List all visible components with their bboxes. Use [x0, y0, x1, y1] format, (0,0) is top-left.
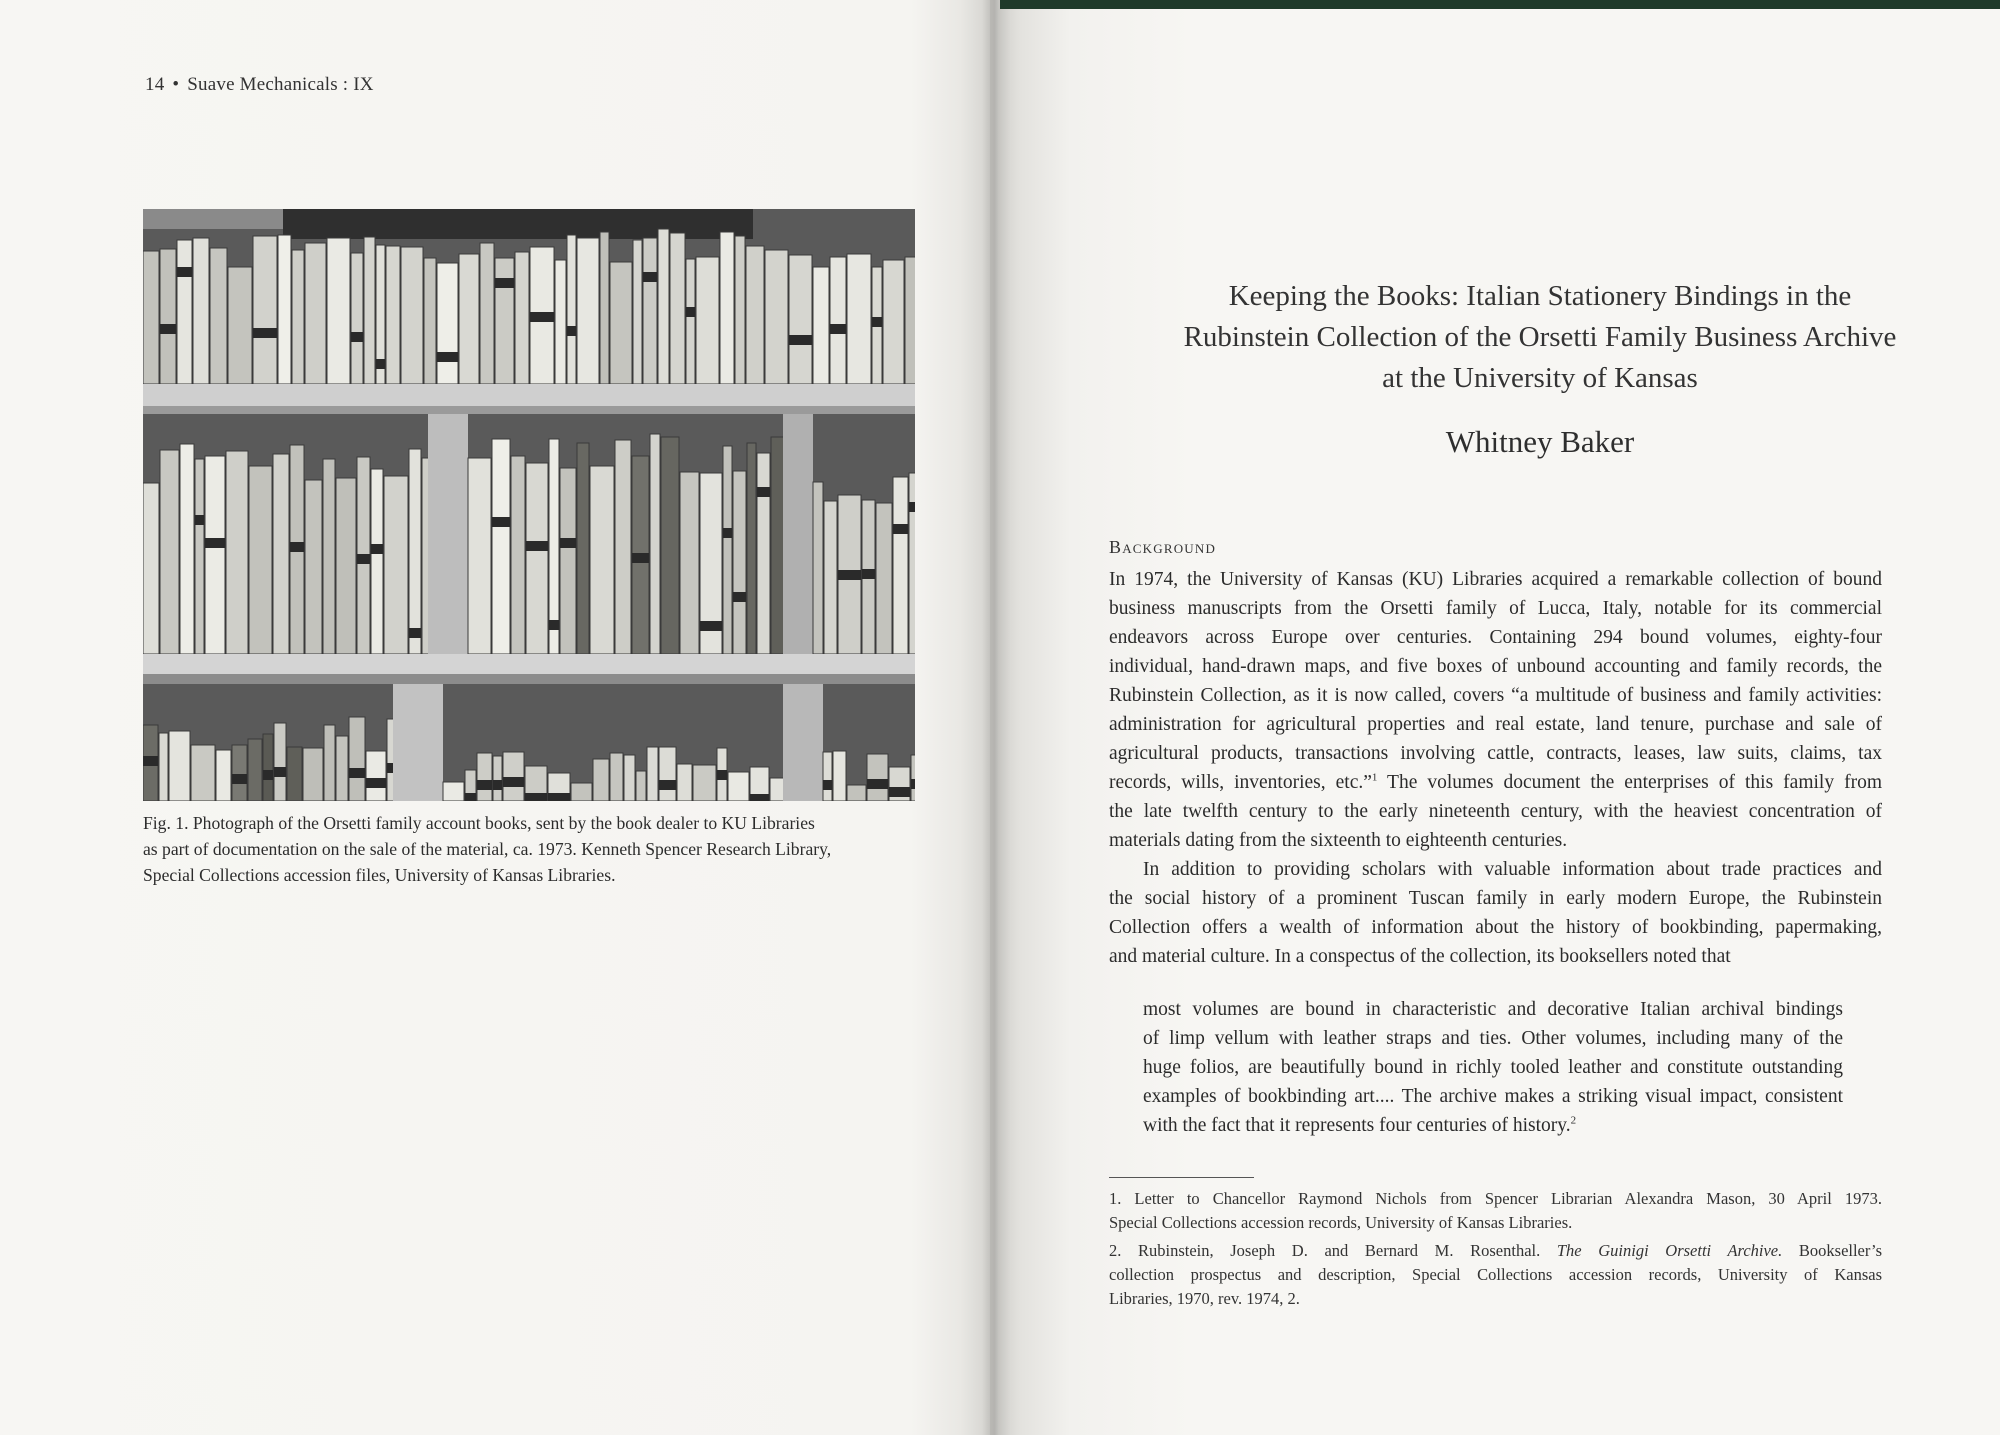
photo-book-spine	[593, 759, 609, 801]
footnote-2-line: collection prospectus and description, Special Collections accession records, University of Kansas	[1109, 1265, 1882, 1284]
photo-book-spine	[336, 736, 348, 801]
footnote-reference-1[interactable]: 1	[1371, 771, 1378, 784]
photo-book-strap	[830, 324, 846, 334]
photo-book-strap	[349, 768, 365, 778]
body-line: administration for agricultural properties and real estate, land tenure, purchase and sale of	[1109, 714, 1882, 735]
quote-line-text: with the fact that it represents four centuries of history.	[1143, 1115, 1571, 1136]
photo-book-spine	[210, 248, 227, 384]
gutter-shadow	[982, 0, 1010, 1435]
body-line: endeavors across Europe over centuries. Containing 294 bound volumes, eighty-four	[1109, 627, 1882, 648]
body-line: Collection offers a wealth of information about the history of bookbinding, papermaking,	[1109, 917, 1882, 938]
photo-book-strap	[717, 770, 727, 780]
photo-book-strap	[548, 793, 570, 801]
photo-book-spine	[771, 437, 785, 654]
photo-book-spine	[833, 751, 846, 801]
photo-shelf-upright	[783, 684, 823, 801]
quote-line: most volumes are bound in characteristic and decorative Italian archival bindings	[1143, 999, 1843, 1020]
body-line: business manuscripts from the Orsetti family of Lucca, Italy, notable for its commercial	[1109, 598, 1882, 619]
footnote-1-line: 1. Letter to Chancellor Raymond Nichols from Spencer Librarian Alexandra Mason, 30 April 1973.	[1109, 1189, 1882, 1208]
body-line: In 1974, the University of Kansas (KU) Libraries acquired a remarkable collection of bound	[1109, 569, 1882, 590]
body-line-text: The volumes document the enterprises of this family from	[1377, 772, 1882, 793]
photo-book-spine	[876, 503, 892, 654]
photo-book-strap	[492, 517, 510, 527]
photo-book-strap	[867, 779, 888, 789]
photo-book-spine	[633, 240, 642, 384]
photo-book-spine	[577, 238, 599, 384]
photo-book-spine	[336, 478, 356, 654]
body-line: the late twelfth century to the early nineteenth century, with the heaviest concentration of	[1109, 801, 1882, 822]
photo-book-spine	[253, 236, 277, 384]
title-line: Rubinstein Collection of the Orsetti Family Business Archive	[1183, 321, 1897, 353]
photo-book-spine	[560, 468, 576, 654]
photo-book-spine	[263, 734, 273, 801]
photo-book-spine	[830, 257, 846, 384]
photo-book-strap	[409, 628, 421, 638]
photo-book-spine	[159, 733, 168, 801]
photo-book-spine	[847, 785, 866, 801]
photo-book-strap	[733, 592, 746, 602]
photo-book-strap	[838, 570, 861, 580]
photo-book-strap	[549, 620, 559, 630]
section-heading: Background	[1109, 537, 1217, 557]
photo-book-spine	[659, 747, 676, 801]
photo-book-spine	[305, 480, 322, 654]
photo-book-spine	[610, 753, 623, 801]
photo-book-strap	[530, 312, 554, 322]
photo-book-spine	[600, 232, 609, 384]
photo-wall	[143, 209, 283, 229]
photo-book-spine	[624, 755, 635, 801]
photo-book-strap	[371, 544, 383, 554]
photo-book-strap	[872, 317, 882, 327]
photo-book-spine	[205, 456, 225, 654]
title-line: Keeping the Books: Italian Stationery Bindings in the	[1228, 280, 1852, 312]
photo-book-strap	[366, 778, 386, 788]
photo-book-spine	[883, 260, 904, 384]
photo-book-spine	[813, 482, 823, 654]
photo-book-spine	[728, 772, 749, 801]
photo-book-strap	[700, 621, 722, 631]
photo-book-spine	[567, 235, 576, 384]
quote-line: examples of bookbinding art.... The archive makes a striking visual impact, consistent	[1143, 1086, 1843, 1107]
page-number: 14	[145, 74, 165, 95]
photo-book-spine	[468, 458, 491, 654]
photo-book-spine	[327, 238, 350, 384]
photo-book-spine	[143, 483, 159, 654]
photo-book-strap	[495, 278, 514, 288]
photo-book-spine	[577, 443, 589, 654]
photo-book-spine	[371, 469, 383, 654]
footnote-rule	[1109, 1177, 1254, 1178]
photo-book-strap	[789, 335, 812, 345]
photo-book-spine	[615, 440, 631, 654]
body-line: Rubinstein Collection, as it is now called, covers “a multitude of business and family activities:	[1109, 685, 1882, 706]
article-author: Whitney Baker	[1445, 424, 1635, 459]
photo-book-spine	[733, 471, 746, 654]
photo-book-spine	[636, 771, 646, 801]
caption-line: Special Collections accession files, University of Kansas Libraries.	[143, 865, 616, 885]
photo-book-strap	[757, 487, 770, 497]
photo-book-spine	[160, 249, 176, 384]
photo-book-strap	[823, 780, 832, 790]
photo-book-spine	[686, 259, 695, 384]
photo-book-spine	[658, 229, 669, 384]
photo-book-spine	[610, 262, 632, 384]
photo-book-spine	[590, 466, 614, 654]
photo-book-spine	[847, 254, 871, 384]
journal-title: Suave Mechanicals : IX	[187, 74, 374, 95]
photo-book-spine	[409, 449, 421, 654]
photo-shelf-board	[143, 654, 915, 674]
photo-book-spine	[493, 756, 502, 801]
photo-book-strap	[911, 779, 915, 789]
caption-line: as part of documentation on the sale of the material, ca. 1973. Kenneth Spencer Research Library,	[143, 839, 832, 859]
running-head	[145, 74, 374, 96]
photo-shelf-upright	[428, 414, 468, 654]
photo-book-spine	[366, 751, 386, 801]
photo-book-spine	[180, 444, 194, 654]
photo-book-spine	[511, 456, 525, 654]
photo-book-spine	[228, 267, 252, 384]
body-line: the social history of a prominent Tuscan family in early modern Europe, the Rubinstein	[1109, 888, 1882, 909]
body-line: individual, hand-drawn maps, and five boxes of unbound accounting and family records, the	[1109, 656, 1882, 677]
photo-book-spine	[765, 250, 788, 384]
photo-book-spine	[424, 258, 436, 384]
photo-book-strap	[909, 502, 915, 512]
photo-book-strap	[686, 307, 695, 317]
photo-book-spine	[226, 451, 248, 654]
photo-book-strap	[567, 326, 576, 336]
photo-book-spine	[292, 250, 304, 384]
photo-shelf-upright	[783, 414, 813, 654]
photo-book-spine	[386, 246, 400, 384]
photo-book-spine	[351, 253, 363, 384]
photo-book-spine	[823, 752, 832, 801]
body-line: In addition to providing scholars with valuable information about trade practices and	[1143, 859, 1882, 880]
photo-book-spine	[680, 472, 699, 654]
body-line: agricultural products, transactions involving cattle, contracts, leases, law suits, claims, tax	[1109, 743, 1882, 764]
photo-book-spine	[757, 453, 770, 654]
photo-book-strap	[862, 569, 875, 579]
photo-shelf-edge	[143, 674, 915, 684]
photo-book-strap	[526, 541, 548, 551]
photo-book-spine	[324, 725, 335, 801]
photo-book-strap	[205, 538, 225, 548]
photo-book-spine	[248, 739, 262, 801]
quote-line: of limp vellum with leather straps and ties. Other volumes, including many of the	[1143, 1028, 1843, 1049]
photo-book-spine	[735, 236, 745, 384]
photo-book-spine	[495, 258, 514, 384]
photo-book-spine	[720, 232, 734, 384]
cover-edge	[1000, 0, 2000, 9]
photo-book-spine	[515, 252, 529, 384]
photo-book-spine	[571, 783, 592, 801]
photo-book-strap	[723, 528, 732, 538]
photo-book-spine	[677, 764, 692, 801]
figure-caption	[143, 810, 903, 888]
photo-book-strap	[357, 554, 370, 564]
photo-book-strap	[195, 515, 204, 525]
photo-book-spine	[249, 466, 272, 654]
photo-book-spine	[459, 254, 479, 384]
footnote-2-line: Libraries, 1970, rev. 1974, 2.	[1109, 1289, 1300, 1308]
photo-book-spine	[193, 238, 209, 384]
photo-book-spine	[303, 748, 323, 801]
photo-book-spine	[650, 434, 660, 654]
photo-book-spine	[893, 477, 908, 654]
photo-book-spine	[191, 745, 215, 801]
photo-book-spine	[443, 782, 464, 801]
photo-book-spine	[909, 473, 915, 654]
photo-book-spine	[177, 240, 192, 384]
photo-book-spine	[526, 463, 548, 654]
photo-book-spine	[503, 752, 524, 801]
photo-book-spine	[274, 723, 286, 801]
photo-book-strap	[493, 780, 502, 790]
photo-book-spine	[273, 454, 289, 654]
photo-book-strap	[351, 332, 363, 342]
photo-book-spine	[770, 778, 785, 801]
photo-book-strap	[232, 774, 247, 784]
photo-book-strap	[632, 553, 649, 563]
photo-book-spine	[232, 745, 247, 801]
body-line-text: records, wills, inventories, etc.”	[1109, 772, 1372, 793]
photo-book-spine	[492, 439, 510, 654]
photo-book-strap	[274, 767, 286, 777]
photo-book-strap	[253, 328, 277, 338]
photo-book-strap	[659, 780, 676, 790]
photo-book-spine	[143, 251, 159, 384]
photo-book-spine	[723, 446, 732, 654]
caption-line: Fig. 1. Photograph of the Orsetti family account books, sent by the book dealer to KU Libraries	[143, 813, 815, 833]
photo-book-spine	[216, 750, 231, 801]
photo-book-spine	[305, 243, 326, 384]
photo-book-strap	[893, 524, 908, 534]
footnote-2-line	[1109, 1239, 1882, 1263]
photo-book-strap	[437, 352, 458, 362]
photo-book-spine	[287, 747, 302, 801]
photo-book-spine	[437, 263, 458, 384]
photo-book-spine	[789, 255, 812, 384]
photo-book-spine	[747, 443, 756, 654]
photo-book-spine	[643, 238, 657, 384]
photo-book-spine	[867, 754, 888, 801]
photo-book-strap	[477, 780, 492, 790]
footnote-reference-2[interactable]: 2	[1570, 1114, 1577, 1127]
photo-book-spine	[278, 235, 291, 384]
quote-line: huge folios, are beautifully bound in richly tooled leather and constitute outstanding	[1143, 1057, 1843, 1078]
photo-book-strap	[290, 542, 304, 552]
figure-photograph	[143, 209, 915, 801]
body-line: materials dating from the sixteenth to eighteenth centuries.	[1109, 830, 1568, 851]
body-line: and material culture. In a conspectus of the collection, its booksellers noted that	[1109, 946, 1731, 967]
photo-shelf-edge	[143, 406, 915, 414]
photo-book-strap	[750, 794, 769, 801]
photo-book-spine	[349, 717, 365, 801]
photo-book-spine	[746, 246, 764, 384]
photo-book-spine	[169, 731, 190, 801]
photo-book-spine	[480, 243, 494, 384]
photo-book-strap	[560, 538, 576, 548]
photo-book-spine	[696, 257, 719, 384]
photo-book-strap	[643, 272, 657, 282]
photo-shelf-board	[143, 384, 915, 406]
photo-book-spine	[477, 753, 492, 801]
photo-book-strap	[376, 359, 385, 369]
photo-book-spine	[160, 450, 179, 654]
photo-book-spine	[661, 437, 679, 654]
footnote-2-title: The Guinigi Orsetti Archive.	[1556, 1241, 1783, 1260]
footnote-2-text: Bookseller’s	[1782, 1241, 1882, 1260]
title-line: at the University of Kansas	[1382, 362, 1698, 394]
photo-book-strap	[465, 793, 476, 801]
photo-book-strap	[889, 787, 910, 797]
photo-book-spine	[555, 260, 566, 384]
photo-book-strap	[525, 793, 547, 801]
body-line	[1109, 769, 1882, 797]
quote-line	[1143, 1112, 1843, 1140]
photo-book-strap	[177, 267, 192, 277]
photo-book-spine	[195, 459, 204, 654]
photo-book-strap	[263, 770, 273, 780]
photo-book-strap	[143, 756, 158, 766]
photo-book-spine	[905, 257, 915, 384]
photo-book-strap	[503, 777, 524, 787]
photo-book-spine	[824, 501, 837, 654]
running-head-separator: •	[172, 74, 180, 95]
photo-book-spine	[911, 755, 915, 801]
photo-book-spine	[364, 237, 375, 384]
photo-book-spine	[670, 233, 685, 384]
photo-book-spine	[813, 267, 829, 384]
photo-book-spine	[384, 476, 408, 654]
photo-book-spine	[323, 459, 335, 654]
photo-book-spine	[693, 765, 716, 801]
footnote-1-line: Special Collections accession records, University of Kansas Libraries.	[1109, 1213, 1573, 1232]
photo-book-strap	[160, 324, 176, 334]
photo-shelf-upright	[393, 684, 443, 801]
photo-book-spine	[401, 247, 423, 384]
photo-book-spine	[647, 747, 658, 801]
bookshelf-photo-image	[143, 209, 915, 801]
footnote-2-text: 2. Rubinstein, Joseph D. and Bernard M. Rosenthal.	[1109, 1241, 1557, 1260]
